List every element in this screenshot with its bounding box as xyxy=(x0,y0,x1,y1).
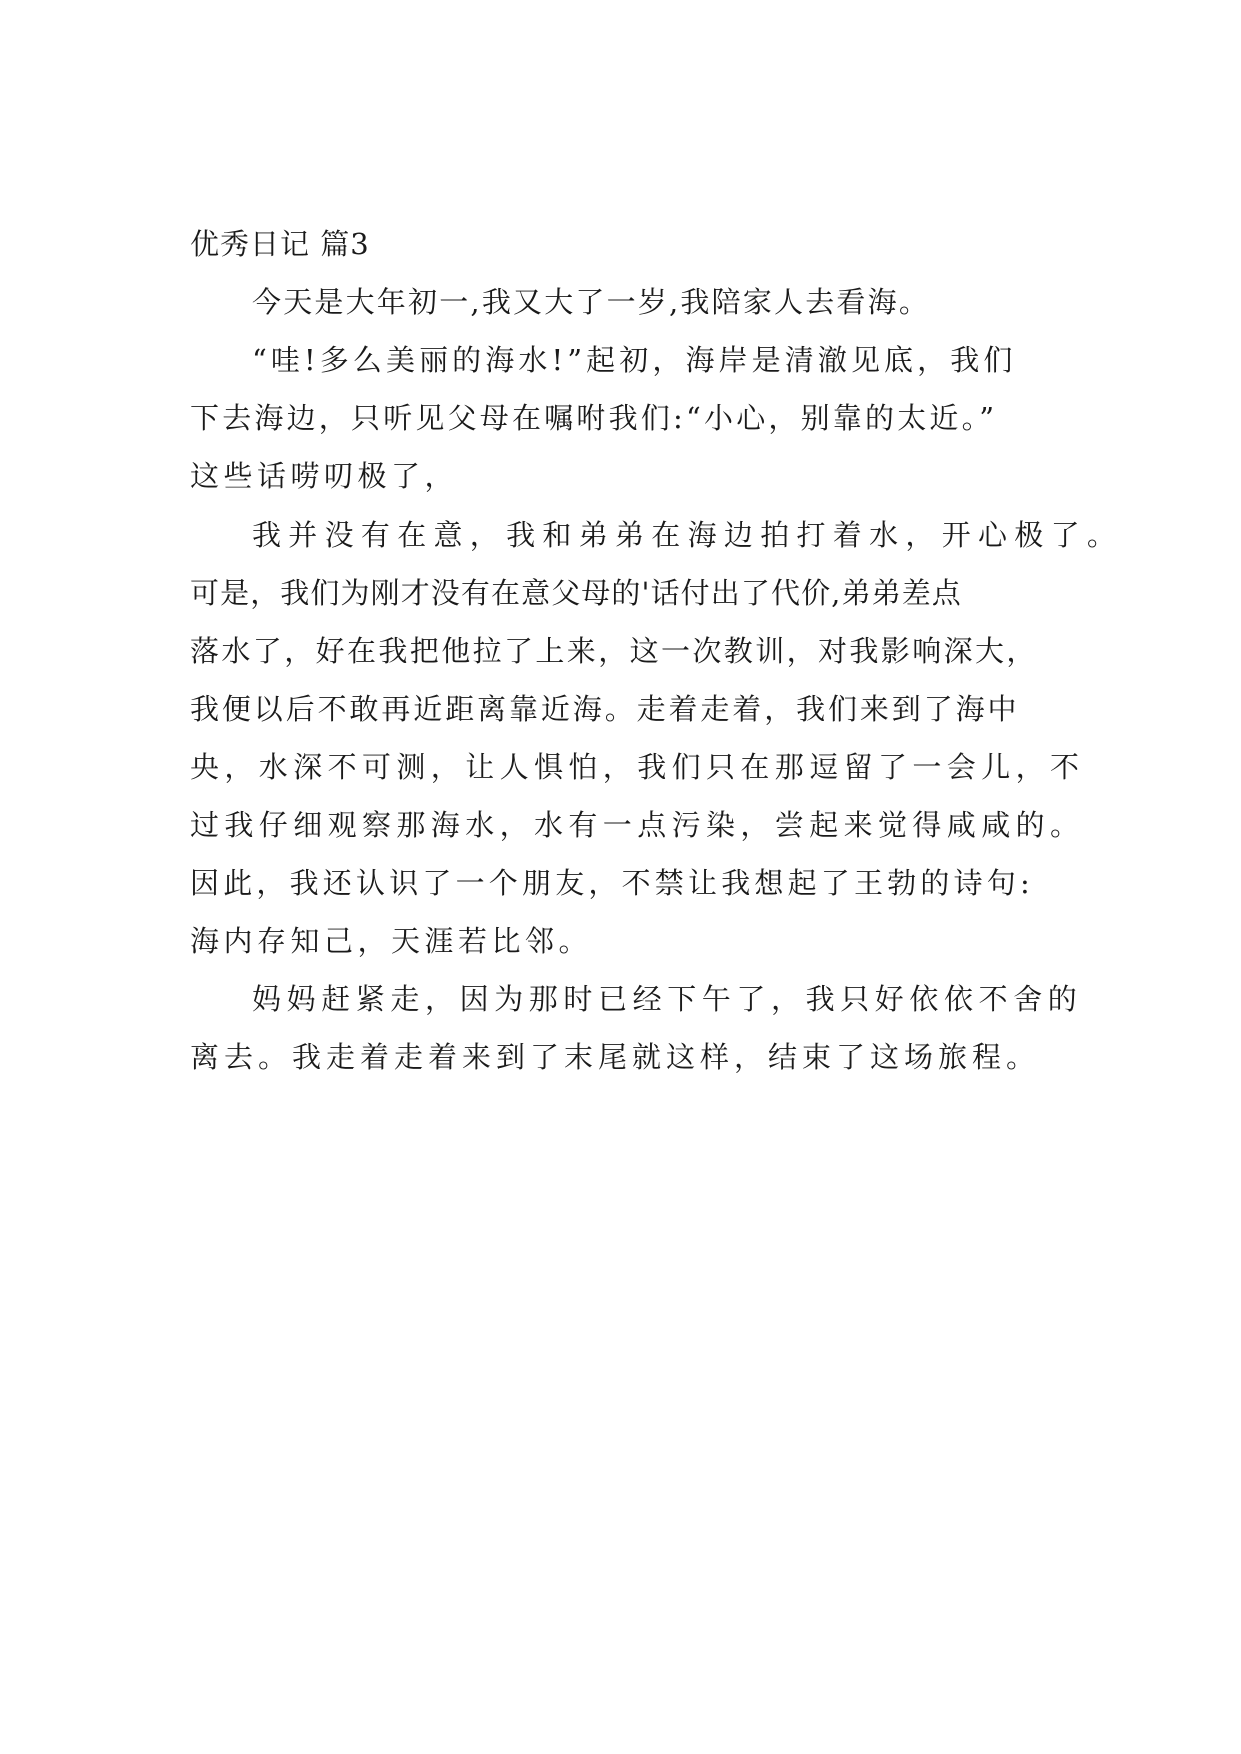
paragraph-3-line-6: 过我仔细观察那海水，水有一点污染，尝起来觉得咸咸的。 xyxy=(190,808,1085,842)
paragraph-3-line-1: 我并没有在意，我和弟弟在海边拍打着水，开心极了。 xyxy=(252,518,1124,552)
paragraph-4-line-2: 离去。我走着走着来到了末尾就这样，结束了这场旅程。 xyxy=(190,1040,1041,1074)
paragraph-2-line-1: “哇!多么美丽的海水!”起初，海岸是清澈见底，我们 xyxy=(252,343,1017,377)
paragraph-3-line-4: 我便以后不敢再近距离靠近海。走着走着，我们来到了海中 xyxy=(190,692,1020,726)
paragraph-3-line-7: 因此，我还认识了一个朋友，不禁让我想起了王勃的诗句: xyxy=(190,866,1034,900)
paragraph-3-line-5: 央，水深不可测，让人惧怕，我们只在那逗留了一会儿，不 xyxy=(190,750,1085,784)
paragraph-3-line-2: 可是，我们为刚才没有在意父母的'话付出了代价,弟弟差点 xyxy=(190,576,962,610)
paragraph-2-line-2: 下去海边，只听见父母在嘱咐我们:“小心，别靠的太近。” xyxy=(190,401,998,435)
paragraph-3-line-8: 海内存知己，天涯若比邻。 xyxy=(190,924,593,958)
paragraph-4-line-1: 妈妈赶紧走，因为那时已经下午了，我只好依依不舍的 xyxy=(252,982,1083,1016)
paragraph-3-line-3: 落水了，好在我把他拉了上来，这一次教训，对我影响深大， xyxy=(190,634,1038,668)
paragraph-2-line-3: 这些话唠叨极了， xyxy=(190,459,459,493)
paragraph-1-line-1: 今天是大年初一,我又大了一岁,我陪家人去看海。 xyxy=(252,285,931,319)
document-title: 优秀日记 篇3 xyxy=(190,227,370,261)
